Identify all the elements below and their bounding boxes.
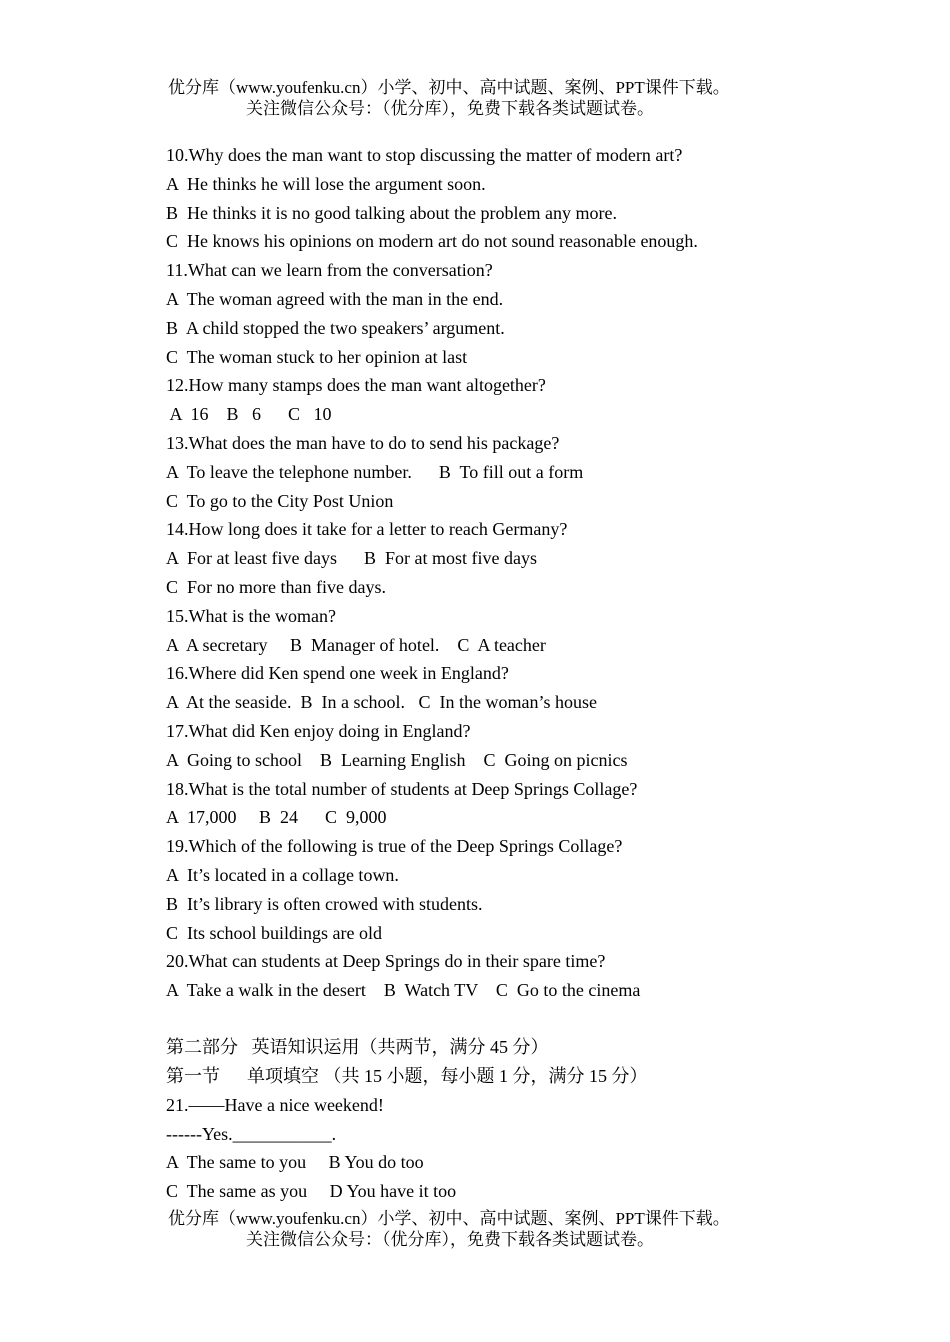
option-line: C Its school buildings are old: [166, 922, 382, 943]
option-line: A To leave the telephone number. B To fill out a form: [166, 461, 584, 482]
option-line: C To go to the City Post Union: [166, 490, 394, 511]
footer-line-1: 优分库（www.youfenku.cn）小学、初中、高中试题、案例、PPT课件下载。: [168, 1209, 730, 1228]
option-line: C The woman stuck to her opinion at last: [166, 346, 468, 367]
question-18: 18.What is the total number of students at Deep Springs Collage?: [166, 778, 638, 799]
dialogue-line: ------Yes.___________.: [166, 1123, 337, 1144]
option-line: A A secretary B Manager of hotel. C A teacher: [166, 634, 546, 655]
option-line: B He thinks it is no good talking about the problem any more.: [166, 202, 617, 223]
option-line: A Going to school B Learning English C Going on picnics: [166, 749, 628, 770]
question-21: 21.——Have a nice weekend!: [166, 1094, 384, 1115]
question-19: 19.Which of the following is true of the Deep Springs Collage?: [166, 836, 623, 857]
option-line: A The woman agreed with the man in the end.: [166, 288, 504, 309]
page-header: [0, 77, 950, 119]
header-line-1: 优分库（www.youfenku.cn）小学、初中、高中试题、案例、PPT课件下载。: [168, 78, 730, 97]
option-line: A For at least five days B For at most five days: [166, 548, 537, 569]
option-line: A The same to you B You do too: [166, 1152, 424, 1173]
option-line: A It’s located in a collage town.: [166, 864, 399, 885]
document-body: [166, 141, 866, 1206]
option-line: A He thinks he will lose the argument soon.: [166, 173, 486, 194]
option-line: A 16 B 6 C 10: [166, 404, 332, 425]
footer-line-2: 关注微信公众号：（优分库），免费下载各类试题试卷。: [246, 1230, 654, 1249]
option-line: C He knows his opinions on modern art do not sound reasonable enough.: [166, 231, 698, 252]
option-line: A 17,000 B 24 C 9,000: [166, 807, 387, 828]
page-footer: [0, 1208, 950, 1250]
question-15: 15.What is the woman?: [166, 605, 336, 626]
section-gap: [166, 1005, 866, 1033]
option-line: C The same as you D You have it too: [166, 1181, 457, 1202]
question-12: 12.How many stamps does the man want altogether?: [166, 375, 546, 396]
option-line: B It’s library is often crowed with students.: [166, 893, 483, 914]
header-line-2: 关注微信公众号：（优分库），免费下载各类试题试卷。: [246, 99, 654, 118]
option-line: A Take a walk in the desert B Watch TV C Go to the cinema: [166, 980, 641, 1001]
section-one-heading: 第一节 单项填空 （共 15 小题，每小题 1 分，满分 15 分）: [166, 1066, 648, 1087]
question-10: 10.Why does the man want to stop discussing the matter of modern art?: [166, 145, 683, 165]
question-20: 20.What can students at Deep Springs do in their spare time?: [166, 951, 606, 972]
option-line: B A child stopped the two speakers’ argument.: [166, 317, 505, 338]
question-13: 13.What does the man have to do to send his package?: [166, 432, 560, 453]
option-line: A At the seaside. B In a school. C In the woman’s house: [166, 692, 597, 713]
option-line: C For no more than five days.: [166, 576, 386, 597]
question-11: 11.What can we learn from the conversation?: [166, 260, 493, 281]
question-14: 14.How long does it take for a letter to reach Germany?: [166, 519, 568, 540]
part-two-heading: 第二部分 英语知识运用（共两节，满分 45 分）: [166, 1037, 549, 1058]
question-16: 16.Where did Ken spend one week in England?: [166, 663, 509, 684]
question-17: 17.What did Ken enjoy doing in England?: [166, 720, 471, 741]
